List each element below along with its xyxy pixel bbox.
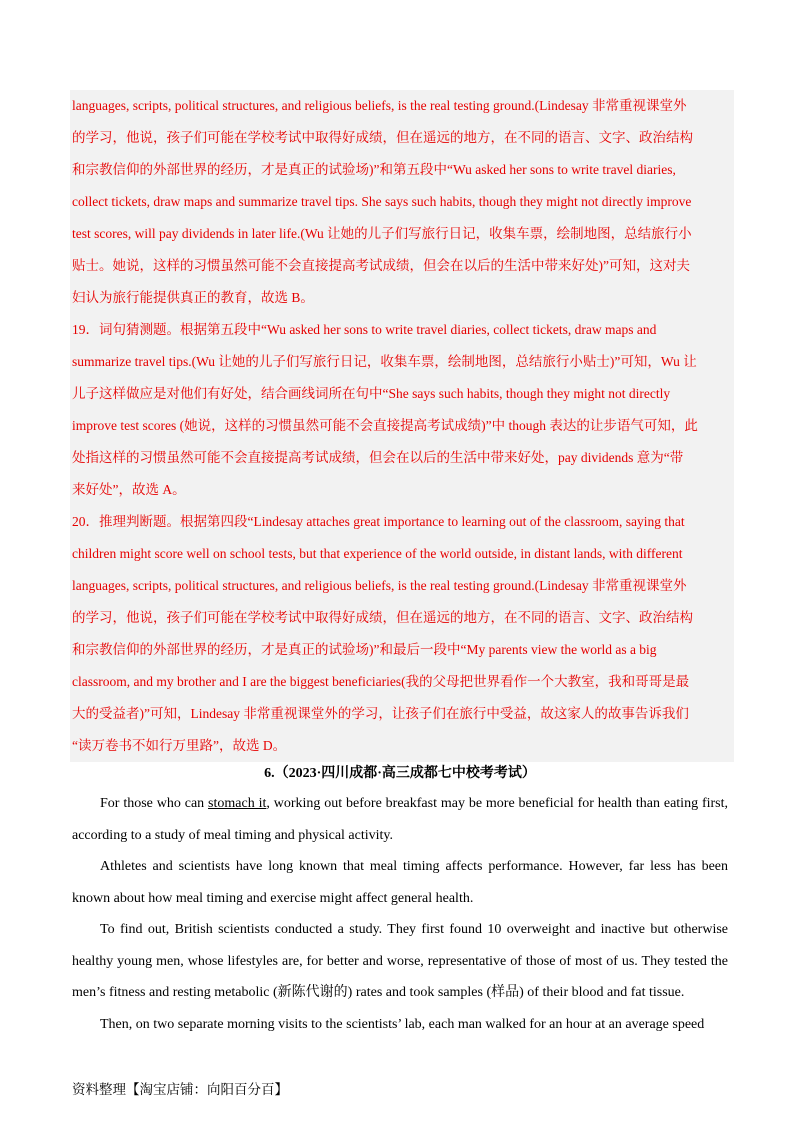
answer-line: 19．词句猜测题。根据第五段中“Wu asked her sons to write travel diaries, collect tickets, draw maps and (72, 322, 657, 337)
passage-paragraph-4: Then, on two separate morning visits to the scientists’ lab, each man walked for an hour at an average speed (100, 1016, 705, 1032)
passage-paragraph-1 (72, 788, 728, 851)
passage-paragraph-2: Athletes and scientists have long known that meal timing affects performance. However, far less has been known about how meal timing and exercise might affect general health. (72, 859, 728, 906)
answer-line: 来好处”，故选 A。 (72, 482, 186, 497)
answer-line: languages, scripts, political structures, and religious beliefs, is the real testing ground.(Lindesay 非常重视课堂外 (72, 578, 687, 593)
answer-line: languages, scripts, political structures, and religious beliefs, is the real testing ground.(Lindesay 非常重视课堂外 (72, 98, 687, 113)
answer-line: 和宗教信仰的外部世界的经历，才是真正的试验场)”和第五段中“Wu asked her sons to write travel diaries, (72, 162, 676, 177)
page-footer: 资料整理【淘宝店铺：向阳百分百】 (72, 1082, 288, 1097)
answer-line: 大的受益者)”可知，Lindesay 非常重视课堂外的学习，让孩子们在旅行中受益，故这家人的故事告诉我们 (72, 706, 689, 721)
answer-line: 20．推理判断题。根据第四段“Lindesay attaches great importance to learning out of the classroom, saying that (72, 514, 685, 529)
answer-line: summarize travel tips.(Wu 让她的儿子们写旅行日记，收集车票，绘制地图，总结旅行小贴士)”可知，Wu 让 (72, 354, 697, 369)
answer-line: 处指这样的习惯虽然可能不会直接提高考试成绩，但会在以后的生活中带来好处，pay dividends 意为“带 (72, 450, 684, 465)
answer-line: 儿子这样做应是对他们有好处，结合画线词所在句中“She says such habits, though they might not directly (72, 386, 671, 401)
answer-line: collect tickets, draw maps and summarize travel tips. She says such habits, though they might not directly improve (72, 194, 692, 209)
answer-line: classroom, and my brother and I are the biggest beneficiaries(我的父母把世界看作一个大教室，我和哥哥是最 (72, 674, 690, 689)
answer-line: “读万卷书不如行万里路”，故选 D。 (72, 738, 287, 753)
underlined-phrase: stomach it (208, 796, 267, 811)
answer-line: 贴士。她说，这样的习惯虽然可能不会直接提高考试成绩，但会在以后的生活中带来好处)”可知，这对夫 (72, 258, 690, 273)
answer-explanation-block (70, 90, 734, 762)
answer-line: 和宗教信仰的外部世界的经历，才是真正的试验场)”和最后一段中“My parents view the world as a big (72, 642, 657, 657)
answer-line: children might score well on school tests, but that experience of the world outside, in distant lands, with different (72, 546, 683, 561)
answer-line: 的学习，他说，孩子们可能在学校考试中取得好成绩，但在遥远的地方，在不同的语言、文字、政治结构 (72, 610, 693, 625)
reading-passage (72, 788, 728, 1040)
answer-line: 妇认为旅行能提供真正的教育，故选 B。 (72, 290, 314, 305)
passage-paragraph-3: To find out, British scientists conducted a study. They first found 10 overweight and inactive but otherwise healthy young men, whose lifestyles are, for better and worse, representative of those of most of us. They tested the men’s fitness and resting metabolic (新陈代谢的) rates and took samples (样品) of their blood and fat tissue. (72, 922, 728, 1000)
answer-line: improve test scores (她说，这样的习惯虽然可能不会直接提高考试成绩)”中 though 表达的让步语气可知，此 (72, 418, 698, 433)
answer-line: 的学习，他说，孩子们可能在学校考试中取得好成绩，但在遥远的地方，在不同的语言、文字、政治结构 (72, 130, 693, 145)
section-title: 6.（2023·四川成都·高三成都七中校考考试） (264, 766, 536, 781)
answer-line: test scores, will pay dividends in later life.(Wu 让她的儿子们写旅行日记，收集车票，绘制地图，总结旅行小 (72, 226, 692, 241)
passage-text: For those who can (100, 796, 209, 811)
passage-text: , working out before breakfast may be more beneficial for health than eating first, according to a study of meal timing and physical activity. (72, 796, 728, 843)
